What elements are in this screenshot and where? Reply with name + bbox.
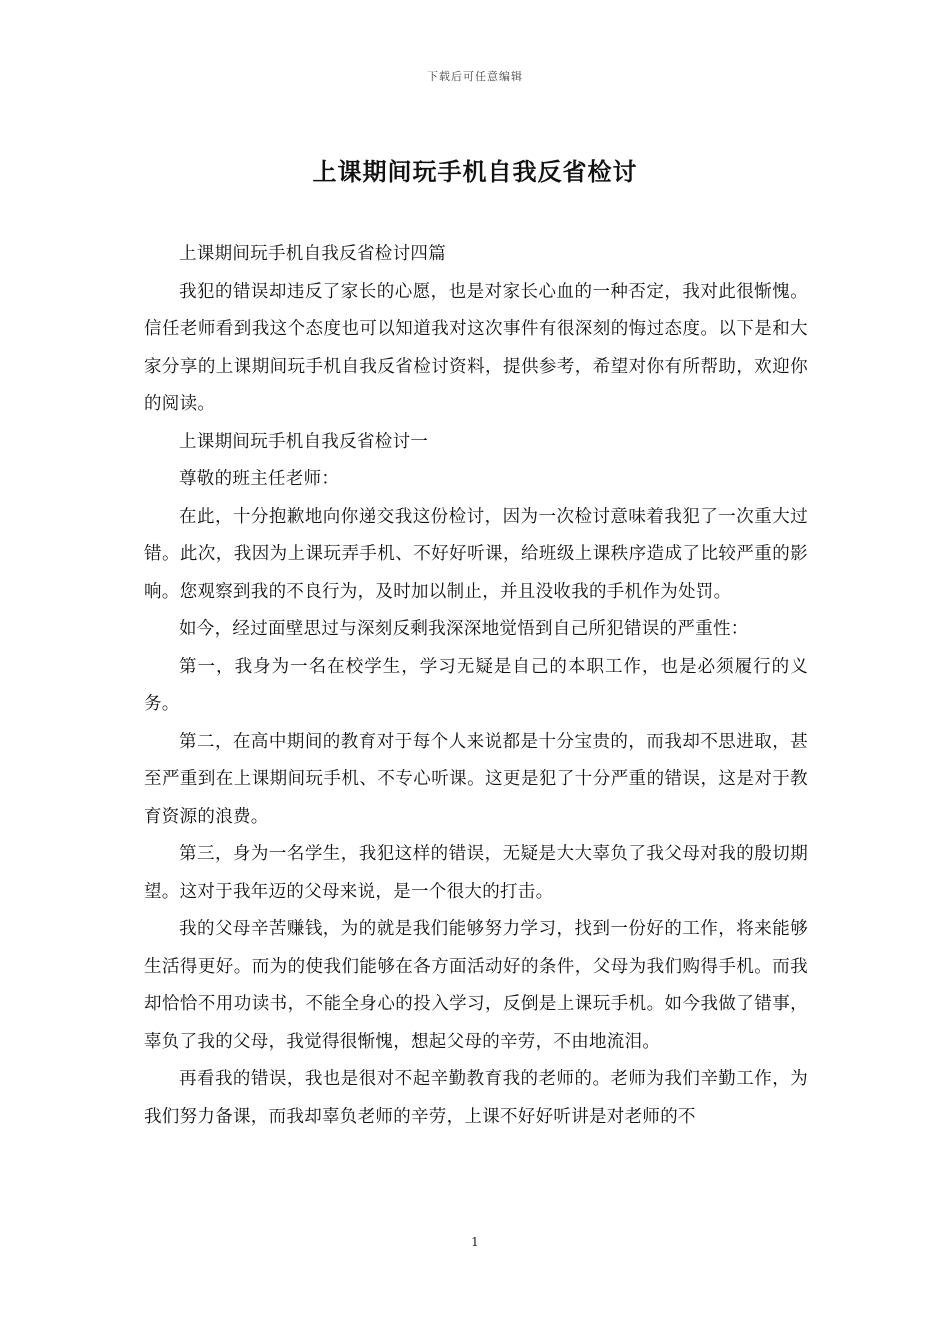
paragraph-subtitle: 上课期间玩手机自我反省检讨四篇 [179, 244, 446, 264]
paragraph-body: 在此，十分抱歉地向你递交我这份检讨，因为一次检讨意味着我犯了一次重大过错。此次，我因为上课玩弄手机、不好好听课，给班级上课秩序造成了比较严重的影响。您观察到我的不良行为，及时加以制止，并且没收我的手机作为处罚。 [144, 506, 808, 602]
paragraph-point-2: 第二，在高中期间的教育对于每个人来说都是十分宝贵的，而我却不思进取，甚至严重到在上课期间玩手机、不专心听课。这更是犯了十分严重的错误，这是对于教育资源的浪费。 [144, 731, 808, 827]
header-note: 下载后可任意编辑 [427, 70, 523, 83]
document-body [144, 236, 808, 1136]
paragraph-section-heading: 上课期间玩手机自我反省检讨一 [179, 431, 429, 452]
page-number: 1 [471, 1235, 479, 1249]
paragraph-salutation: 尊敬的班主任老师： [179, 469, 340, 489]
paragraph-body: 再看我的错误，我也是很对不起辛勤教育我的老师的。老师为我们辛勤工作，为我们努力备课，而我却辜负老师的辛劳，上课不好好听讲是对老师的不 [144, 1069, 808, 1127]
paragraph-point-3: 第三，身为一名学生，我犯这样的错误，无疑是大大辜负了我父母对我的殷切期望。这对于我年迈的父母来说，是一个很大的打击。 [144, 844, 808, 902]
paragraph-point-1: 第一，我身为一名在校学生，学习无疑是自己的本职工作，也是必须履行的义务。 [144, 656, 808, 714]
document-title: 上课期间玩手机自我反省检讨 [312, 157, 638, 186]
paragraph-intro: 我犯的错误却违反了家长的心愿，也是对家长心血的一种否定，我对此很惭愧。信任老师看到我这个态度也可以知道我对这次事件有很深刻的悔过态度。以下是和大家分享的上课期间玩手机自我反省检讨资料，提供参考，希望对你有所帮助，欢迎你的阅读。 [144, 281, 808, 414]
paragraph-body: 我的父母辛苦赚钱，为的就是我们能够努力学习，找到一份好的工作，将来能够生活得更好。而为的使我们能够在各方面活动好的条件，父母为我们购得手机。而我却恰恰不用功读书，不能全身心的投入学习，反倒是上课玩手机。如今我做了错事，辜负了我的父母，我觉得很惭愧，想起父母的辛劳，不由地流泪。 [144, 919, 808, 1052]
paragraph-body: 如今，经过面壁思过与深刻反剩我深深地觉悟到自己所犯错误的严重性： [179, 619, 749, 639]
